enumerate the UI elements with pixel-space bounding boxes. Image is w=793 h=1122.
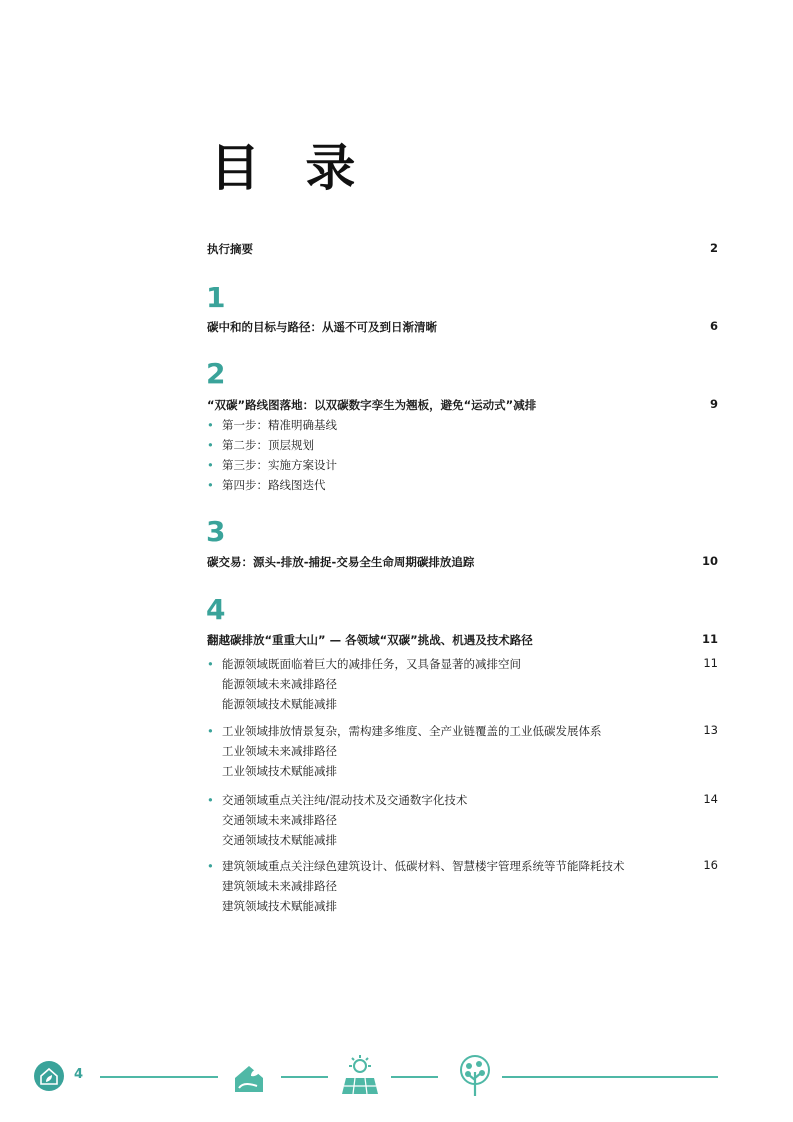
toc-subentry[interactable]: • 工业领域排放情景复杂，需构建多维度、全产业链覆盖的工业低碳发展体系 13	[207, 723, 718, 738]
bullet-icon: •	[207, 793, 214, 807]
page-number: 4	[74, 1067, 84, 1082]
toc-subentry[interactable]: • 建筑领域重点关注绿色建筑设计、低碳材料、智慧楼宇管理系统等节能降耗技术 16	[207, 858, 718, 873]
toc-entry-label: 执行摘要	[207, 242, 253, 256]
bullet-icon: •	[207, 438, 214, 452]
toc-entry-label: 碳中和的目标与路径：从遥不可及到日渐清晰	[207, 320, 437, 334]
house-leaf-icon	[33, 1060, 65, 1092]
toc-subitem[interactable]: 能源领域技术赋能减排	[222, 697, 337, 711]
toc-subitem[interactable]: 工业领域技术赋能减排	[222, 764, 337, 778]
bullet-icon: •	[207, 478, 214, 492]
toc-page-number: 11	[703, 656, 718, 670]
toc-page-number: 10	[701, 554, 718, 568]
toc-entry-section-1[interactable]	[207, 319, 718, 335]
toc-entry-label: 翻越碳排放“重重大山” — 各领域“双碳”挑战、机遇及技术路径	[207, 633, 533, 647]
toc-subitem[interactable]: 工业领域未来减排路径	[222, 744, 337, 758]
toc-page-number: 2	[709, 241, 718, 255]
bullet-icon: •	[207, 724, 214, 738]
bullet-icon: •	[207, 458, 214, 472]
toc-subitem[interactable]: 能源领域未来减排路径	[222, 677, 337, 691]
toc-entry-section-3[interactable]	[207, 554, 718, 570]
bullet-icon: •	[207, 657, 214, 671]
divider	[391, 1076, 438, 1078]
section-number-4: 4	[206, 593, 226, 626]
page-title: 目 录	[210, 139, 370, 197]
toc-subitem[interactable]: 交通领域未来减排路径	[222, 813, 337, 827]
toc-entry-label: 碳交易：源头-排放-捕捉-交易全生命周期碳排放追踪	[207, 555, 475, 569]
bullet-icon: •	[207, 859, 214, 873]
solar-panel-icon	[338, 1054, 382, 1098]
toc-subitem[interactable]: 建筑领域未来减排路径	[222, 879, 337, 893]
toc-page-number: 9	[709, 397, 718, 411]
divider	[281, 1076, 328, 1078]
divider	[100, 1076, 218, 1078]
section-number-3: 3	[206, 515, 226, 548]
toc-page-number: 16	[703, 858, 718, 872]
toc-page-number: 13	[703, 723, 718, 737]
toc-subentry[interactable]: • 第一步：精准明确基线	[207, 418, 337, 432]
toc-subentry[interactable]: • 第三步：实施方案设计	[207, 458, 337, 472]
toc-subentry[interactable]: • 第四步：路线图迭代	[207, 478, 326, 492]
page-footer	[0, 1050, 793, 1110]
toc-entry-summary[interactable]	[207, 241, 718, 257]
toc-entry-label: “双碳”路线图落地：以双碳数字孪生为翘板，避免“运动式”减排	[207, 398, 537, 412]
hand-house-icon	[229, 1056, 269, 1096]
toc-page-number: 11	[701, 632, 718, 646]
toc-entry-section-2[interactable]	[207, 397, 718, 413]
tree-icon	[455, 1054, 495, 1098]
bullet-icon: •	[207, 418, 214, 432]
toc-subitem[interactable]: 建筑领域技术赋能减排	[222, 899, 337, 913]
toc-subentry[interactable]: • 第二步：顶层规划	[207, 438, 314, 452]
divider	[502, 1076, 718, 1078]
toc-subitem[interactable]: 交通领域技术赋能减排	[222, 833, 337, 847]
toc-subentry[interactable]: • 能源领域既面临着巨大的减排任务，又具备显著的减排空间 11	[207, 656, 718, 671]
toc-entry-section-4[interactable]	[207, 632, 718, 648]
toc-subentry[interactable]: • 交通领域重点关注纯/混动技术及交通数字化技术 14	[207, 792, 718, 807]
section-number-2: 2	[206, 357, 226, 390]
toc-page-number: 6	[709, 319, 718, 333]
section-number-1: 1	[206, 281, 226, 314]
toc-page-number: 14	[703, 792, 718, 806]
